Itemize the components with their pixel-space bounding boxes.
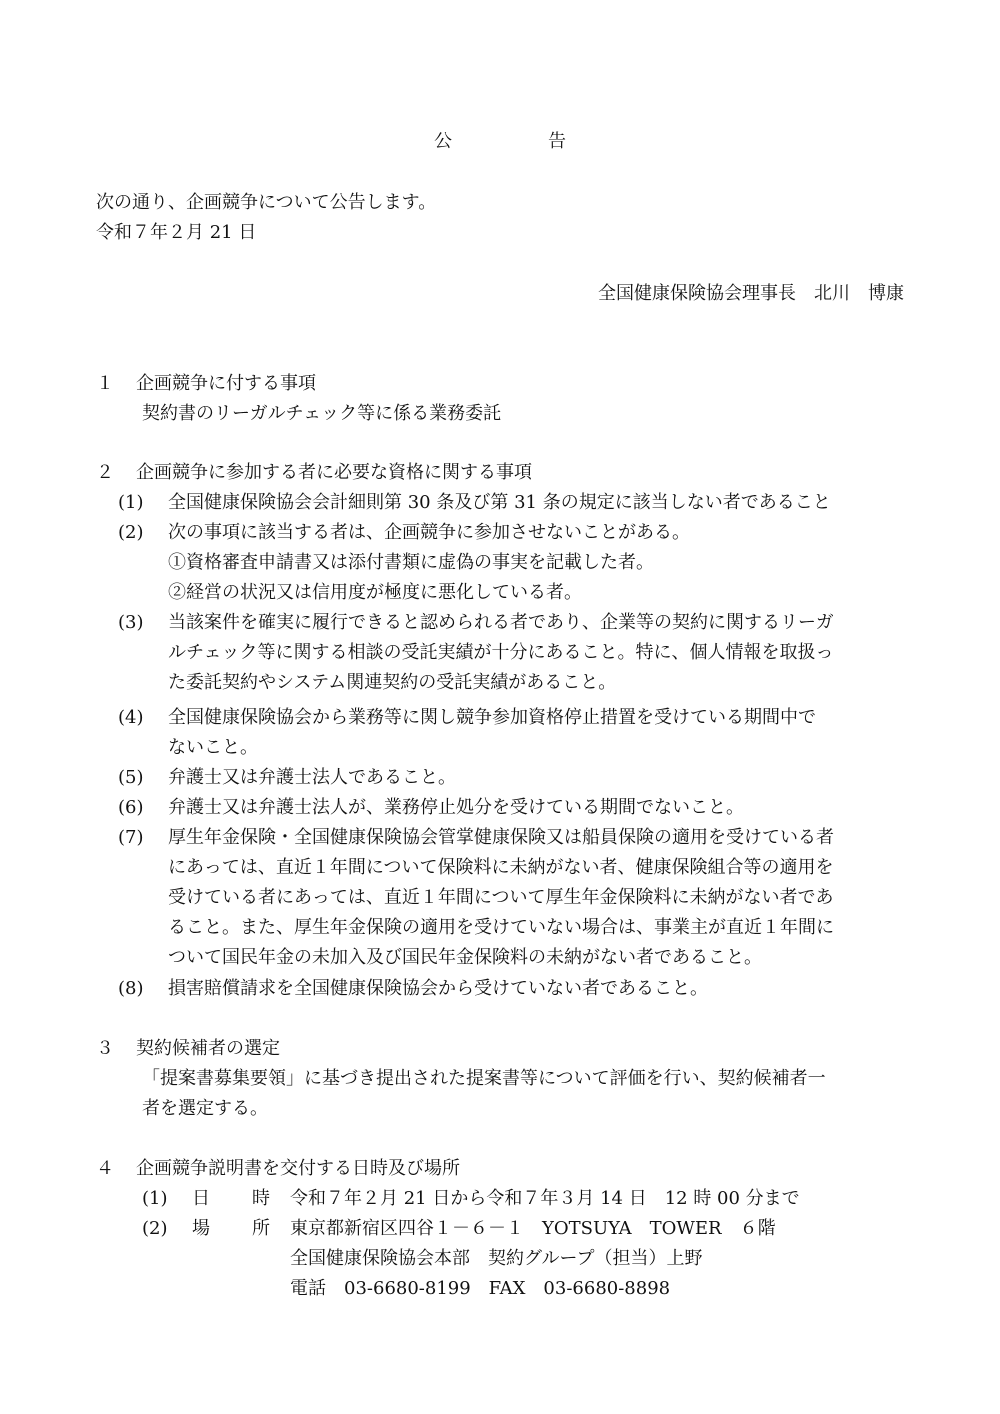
s2-item-2-text: [168, 518, 908, 608]
section-1-number: １: [96, 373, 114, 394]
s2-item-5-text: [168, 763, 908, 793]
s4-item-2-phone-fax: 電話 03-6680-8199 FAX 03-6680-8898: [290, 1278, 671, 1299]
intro-text: 次の通り、企画競争について公告します。: [96, 192, 437, 213]
s2-item-3-number: (3): [118, 612, 144, 633]
s4-item-1-value: 令和７年２月 21 日から令和７年３月 14 日 12 時 00 分まで: [290, 1188, 800, 1209]
s2-item-6-text: [168, 793, 908, 823]
s2-item-7-line: ること。また、厚生年金保険の適用を受けていない場合は、事業主が直近１年間に: [168, 917, 834, 938]
s4-item-2-label: [192, 1214, 278, 1244]
s4-item-2-address: 東京都新宿区四谷１－６－１ YOTSUYA TOWER ６階: [290, 1218, 776, 1239]
s2-item-2-number: (2): [118, 522, 144, 543]
s2-item-8-line: 損害賠償請求を全国健康保険協会から受けていない者であること。: [168, 978, 708, 999]
s4-item-1-number: (1): [142, 1188, 168, 1209]
section-2-heading: 企画競争に参加する者に必要な資格に関する事項: [136, 462, 532, 483]
title-char-1: 公: [434, 131, 452, 152]
s2-item-5-number: (5): [118, 767, 144, 788]
s4-item-2-number: (2): [142, 1218, 168, 1239]
s2-item-2-sub-1: ①資格審査申請書又は添付書類に虚偽の事実を記載した者。: [168, 552, 654, 573]
s4-item-1-label-a: 日: [192, 1188, 210, 1209]
s2-item-7-text: [168, 823, 908, 973]
s4-item-2-contact-office: 全国健康保険協会本部 契約グループ（担当）上野: [290, 1248, 703, 1269]
section-4-number: ４: [96, 1158, 114, 1179]
s2-item-1-text: [168, 488, 908, 518]
s2-item-8-number: (8): [118, 978, 144, 999]
s2-item-4-text: [168, 703, 908, 763]
s2-item-3-line: た委託契約やシステム関連契約の受託実績があること。: [168, 672, 617, 693]
s2-item-7-line: ついて国民年金の未加入及び国民年金保険料の未納がない者であること。: [168, 947, 762, 968]
s2-item-4-line: 全国健康保険協会から業務等に関し競争参加資格停止措置を受けている期間中で: [168, 707, 816, 728]
s2-item-4-line: ないこと。: [168, 737, 258, 758]
s2-item-5-line: 弁護士又は弁護士法人であること。: [168, 767, 456, 788]
s2-item-1-number: (1): [118, 492, 144, 513]
s2-item-7-line: 受けている者にあっては、直近１年間について厚生年金保険料に未納がない者であ: [168, 887, 834, 908]
s2-item-3-line: 当該案件を確実に履行できると認められる者であり、企業等の契約に関するリーガ: [168, 612, 834, 633]
s2-item-7-number: (7): [118, 827, 144, 848]
s2-item-2-line: 次の事項に該当する者は、企画競争に参加させないことがある。: [168, 522, 690, 543]
section-1-heading: 企画競争に付する事項: [136, 373, 316, 394]
s2-item-7-line: にあっては、直近１年間について保険料に未納がない者、健康保険組合等の適用を: [168, 857, 834, 878]
s2-item-6-number: (6): [118, 797, 144, 818]
section-3-body-line-2: 者を選定する。: [142, 1098, 268, 1119]
section-4-heading: 企画競争説明書を交付する日時及び場所: [136, 1158, 460, 1179]
section-3-number: ３: [96, 1038, 114, 1059]
s2-item-7-line: 厚生年金保険・全国健康保険協会管掌健康保険又は船員保険の適用を受けている者: [168, 827, 834, 848]
section-1-body: 契約書のリーガルチェック等に係る業務委託: [142, 403, 502, 424]
document-title: [0, 127, 1000, 157]
section-3-heading: 契約候補者の選定: [136, 1038, 280, 1059]
s4-item-2-label-b: 所: [252, 1218, 270, 1239]
s2-item-2-sub-2: ②経営の状況又は信用度が極度に悪化している者。: [168, 582, 582, 603]
s2-item-3-line: ルチェック等に関する相談の受託実績が十分にあること。特に、個人情報を取扱っ: [168, 642, 834, 663]
s2-item-1-line: 全国健康保険協会会計細則第 30 条及び第 31 条の規定に該当しない者であること: [168, 492, 831, 513]
s2-item-8-text: [168, 974, 908, 1004]
s4-item-1-label: [192, 1184, 278, 1214]
title-char-2: 告: [548, 131, 566, 152]
section-2-number: ２: [96, 462, 114, 483]
s2-item-3-text: [168, 608, 908, 698]
s4-item-1-label-b: 時: [252, 1188, 270, 1209]
s2-item-6-line: 弁護士又は弁護士法人が、業務停止処分を受けている期間でないこと。: [168, 797, 744, 818]
notice-date: 令和７年２月 21 日: [96, 222, 257, 243]
section-3-body-line-1: 「提案書募集要領」に基づき提出された提案書等について評価を行い、契約候補者一: [142, 1068, 826, 1089]
issuer-name: 全国健康保険協会理事長 北川 博康: [598, 283, 904, 304]
s2-item-4-number: (4): [118, 707, 144, 728]
s4-item-2-label-a: 場: [192, 1218, 210, 1239]
